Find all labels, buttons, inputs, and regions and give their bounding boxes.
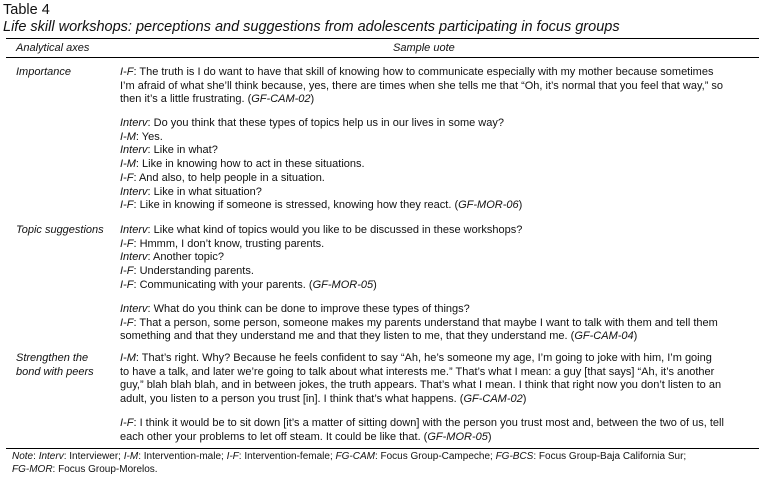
table-title: Life skill workshops: perceptions and suggestions from adolescents participating in focus groups [3, 19, 620, 35]
column-header-quote: Sample uote [393, 42, 455, 54]
quote-bond-2: I-F: I think it would be to sit down [it’s a matter of sitting down] with the person you trust most and, between the two of us, tell each other your problems to let off steam. It could be like that. (GF-MOR-05) [120, 417, 724, 443]
quote-topics-2: Interv: What do you think can be done to improve these types of things? I-F: That a person, some person, someone makes my parents understand that maybe I want to talk with them and tell them something and that they understand me and that they listen to me, that they understand me. (GF-CAM-04) [120, 303, 718, 343]
quote-bond-1: I-M: That’s right. Why? Because he feels confident to say “Ah, he’s someone my age, I’m going to joke with him, I’m going to have a talk, and later we’re going to talk about what interests me.” That’s what I mean: a guy [that says] “Ah, it’s another guy,” blah blah blah, and in between jokes, the truth appears. That’s what I mean. I think that right now you don’t listen to an adult, you listen to a person you trust [in]. I think that’s what happens. (GF-CAM-02) [120, 352, 722, 406]
axis-importance: Importance [16, 66, 72, 78]
axis-strengthen-bond: Strengthen the bond with peers [16, 352, 94, 378]
top-rule [6, 38, 759, 39]
quote-importance-1: I-F: The truth is I do want to have that skill of knowing how to communicate especially with my mother because sometimes I’m afraid of what she’ll think because, yes, there are times when she tells me that “Oh, it’s normal that you feel that way,” so then it’s a little frustrating. (GF-CAM-02) [120, 66, 724, 106]
table-note: Note: Interv: Interviewer; I-M: Intervention-male; I-F: Intervention-female; FG-CAM: Focus Group-Campeche; FG-BCS: Focus Group-Baja California Sur; FG-MOR: Focus Group-Morelos. [12, 451, 687, 475]
axis-topic-suggestions: Topic suggestions [16, 224, 104, 236]
column-header-axes: Analytical axes [16, 42, 90, 54]
header-rule [6, 57, 759, 58]
bottom-rule [6, 448, 759, 449]
quote-importance-2: Interv: Do you think that these types of topics help us in our lives in some way? I-M: Yes. Interv: Like in what? I-M: Like in knowing how to act in these situations. I-F: And also, to help people in a situation. Interv: Like in what situation? I-F: Like in knowing if someone is stressed, knowing how they react. (GF-MOR-06) [120, 117, 523, 212]
table-label: Table 4 [3, 2, 50, 18]
quote-topics-1: Interv: Like what kind of topics would you like to be discussed in these workshops? I-F: Hmmm, I don’t know, trusting parents. Interv: Another topic? I-F: Understanding parents. I-F: Communicating with your parents. (GF-MOR-05) [120, 224, 523, 291]
